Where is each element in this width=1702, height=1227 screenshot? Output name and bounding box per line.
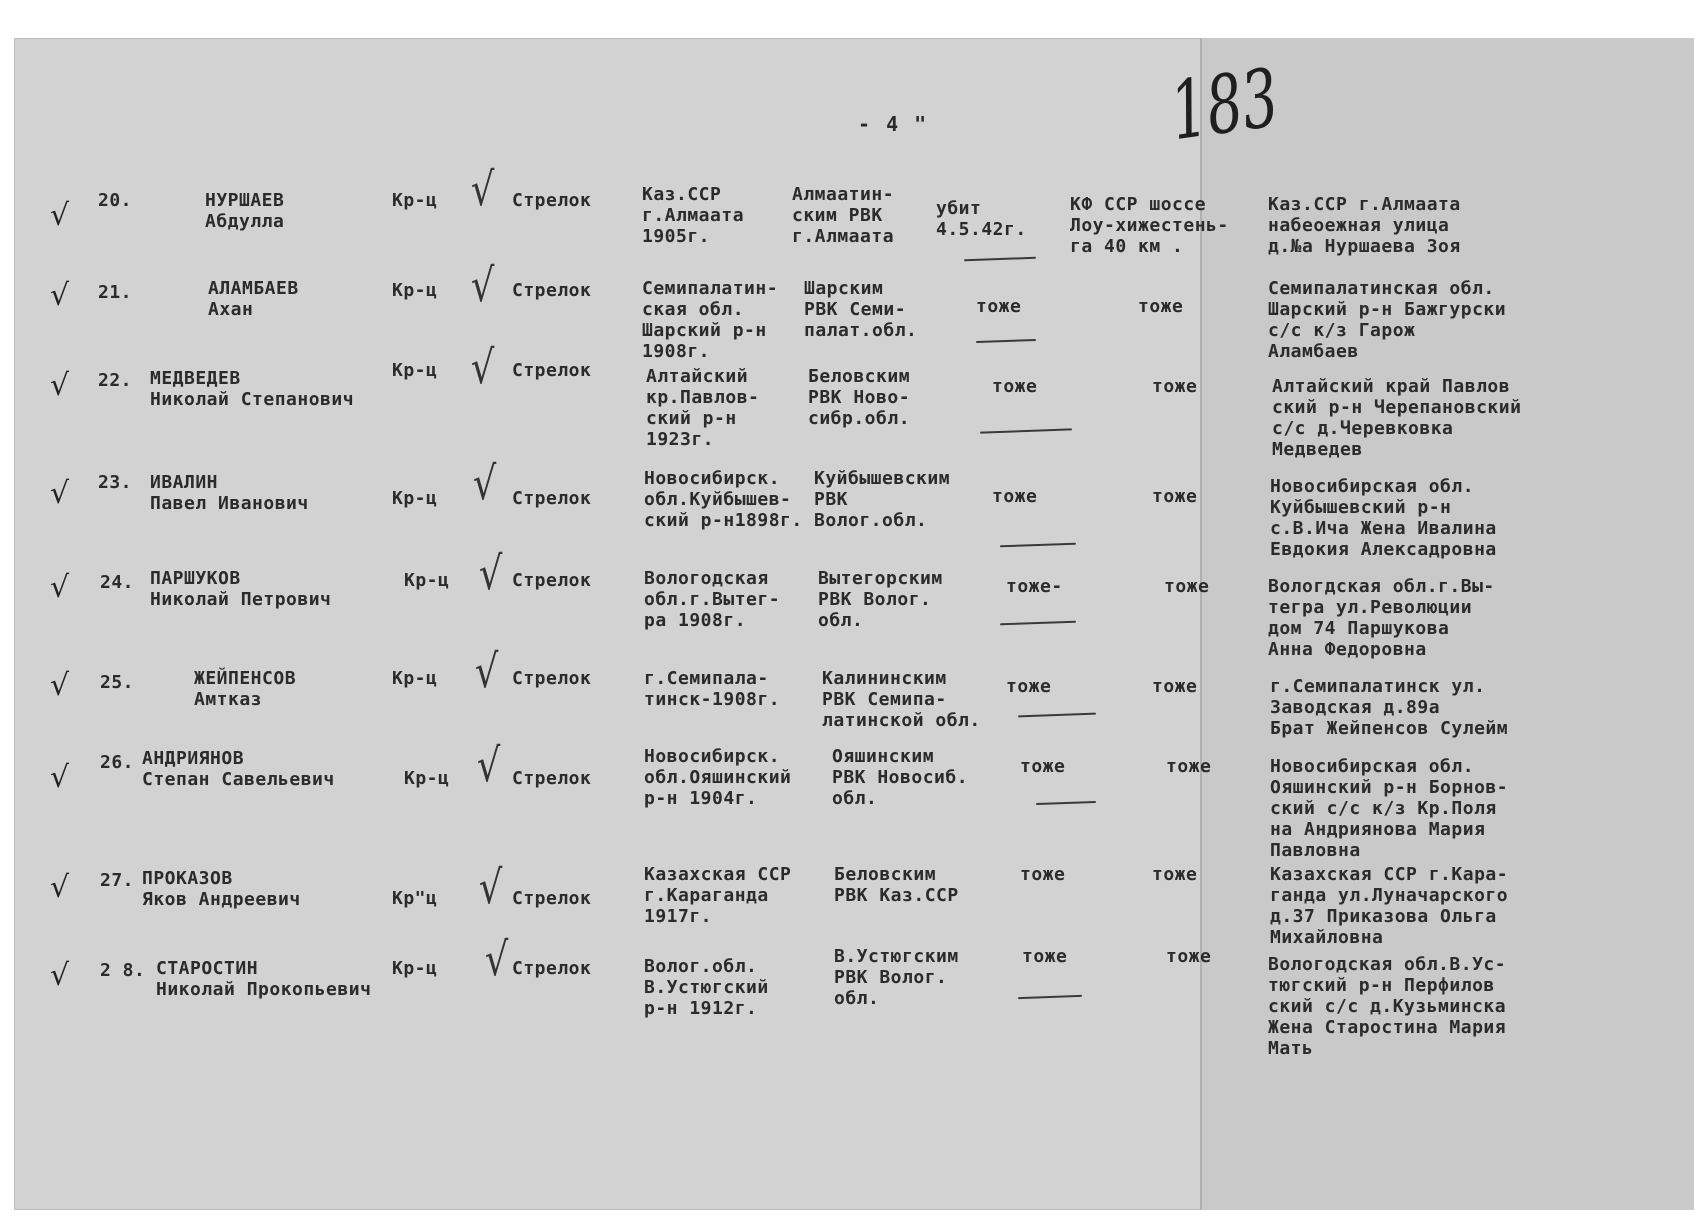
position: Стрелок	[512, 570, 592, 591]
birth-info: Алтайский кр.Павлов- ский р-н 1923г.	[646, 366, 760, 450]
entry-number: 23.	[98, 472, 133, 493]
birth-info: Новосибирск. обл.Ояшинский р-н 1904г.	[644, 746, 792, 809]
handwritten-check-mark: √	[50, 476, 70, 511]
check-mark: √	[470, 162, 495, 216]
rank: Кр-ц	[392, 190, 438, 211]
soldier-name: СТАРОСТИН Николай Прокопьевич	[156, 958, 372, 1000]
check-mark: √	[470, 258, 495, 312]
burial-place: тоже	[1152, 376, 1198, 397]
fate: убит 4.5.42г.	[936, 198, 1027, 240]
entry-number: 20.	[98, 190, 133, 211]
birth-info: Казахская ССР г.Караганда 1917г.	[644, 864, 792, 927]
recruitment-office: Вытегорским РВК Волог. обл.	[818, 568, 943, 631]
rank: Кр-ц	[392, 280, 438, 301]
recruitment-office: Беловским РВК Каз.ССР	[834, 864, 959, 906]
fate: тоже	[1022, 946, 1068, 967]
check-mark: √	[478, 546, 503, 600]
handwritten-check-mark: √	[50, 760, 70, 795]
rank: Кр-ц	[392, 360, 438, 381]
birth-info: г.Семипала- тинск-1908г.	[644, 668, 781, 710]
burial-place: тоже	[1152, 864, 1198, 885]
entry-number: 24.	[100, 572, 135, 593]
relative-address: Новосибирская обл. Ояшинский р-н Борнов- ский с/с к/з Кр.Поля на Андриянова Мария Павловна	[1270, 756, 1509, 861]
burial-place: КФ ССР шоссе Лоу-хижестень- га 40 км .	[1070, 194, 1229, 257]
soldier-name: ПРОКАЗОВ Яков Андреевич	[142, 868, 301, 910]
entry-number: 26.	[100, 752, 135, 773]
soldier-name: ЖЕЙПЕНСОВ Амтказ	[194, 668, 297, 710]
birth-info: Вологодская обл.г.Вытег- ра 1908г.	[644, 568, 781, 631]
entry-number: 22.	[98, 370, 133, 391]
soldier-name: АНДРИЯНОВ Степан Савельевич	[142, 748, 335, 790]
recruitment-office: Алмаатин- ским РВК г.Алмаата	[792, 184, 895, 247]
fate: тоже	[1020, 756, 1066, 777]
burial-place: тоже	[1152, 486, 1198, 507]
soldier-name: АЛАМБАЕВ Ахан	[208, 278, 299, 320]
birth-info: Волог.обл. В.Устюгский р-н 1912г.	[644, 956, 769, 1019]
recruitment-office: Беловским РВК Ново- сибр.обл.	[808, 366, 911, 429]
position: Стрелок	[512, 280, 592, 301]
soldier-name: МЕДВЕДЕВ Николай Степанович	[150, 368, 355, 410]
position: Стрелок	[512, 888, 592, 909]
position: Стрелок	[512, 190, 592, 211]
check-mark: √	[470, 340, 495, 394]
page-number: - 4 "	[858, 112, 929, 136]
entry-number: 25.	[100, 672, 135, 693]
relative-address: г.Семипалатинск ул. Заводская д.89а Брат Жейпенсов Сулейм	[1270, 676, 1509, 739]
check-mark: √	[474, 644, 499, 698]
rank: Кр-ц	[404, 570, 450, 591]
handwritten-check-mark: √	[50, 368, 70, 403]
soldier-name: ИВАЛИН Павел Иванович	[150, 472, 309, 514]
handwritten-check-mark: √	[50, 278, 70, 313]
birth-info: Новосибирск. обл.Куйбышев- ский р-н1898г.	[644, 468, 803, 531]
fate: тоже	[976, 296, 1022, 317]
fate: тоже	[992, 486, 1038, 507]
handwritten-check-mark: √	[50, 570, 70, 605]
burial-place: тоже	[1166, 946, 1212, 967]
recruitment-office: Ояшинским РВК Новосиб. обл.	[832, 746, 969, 809]
entry-number: 21.	[98, 282, 133, 303]
rank: Кр-ц	[392, 958, 438, 979]
burial-place: тоже	[1166, 756, 1212, 777]
birth-info: Семипалатин- ская обл. Шарский р-н 1908г.	[642, 278, 779, 362]
relative-address: Вологдская обл.г.Вы- тегра ул.Революции дом 74 Паршукова Анна Федоровна	[1268, 576, 1495, 660]
check-mark: √	[484, 932, 509, 986]
check-mark: √	[478, 860, 503, 914]
burial-place: тоже	[1164, 576, 1210, 597]
rank: Кр-ц	[404, 768, 450, 789]
recruitment-office: Шарским РВК Семи- палат.обл.	[804, 278, 918, 341]
rank: Кр-ц	[392, 488, 438, 509]
recruitment-office: В.Устюгским РВК Волог. обл.	[834, 946, 959, 1009]
position: Стрелок	[512, 360, 592, 381]
fate: тоже-	[1006, 576, 1063, 597]
handwritten-check-mark: √	[50, 870, 70, 905]
soldier-name: НУРШАЕВ Абдулла	[205, 190, 285, 232]
rank: Кр-ц	[392, 668, 438, 689]
entry-number: 2 8.	[100, 960, 146, 981]
handwritten-check-mark: √	[50, 198, 70, 233]
position: Стрелок	[512, 958, 592, 979]
soldier-name: ПАРШУКОВ Николай Петрович	[150, 568, 332, 610]
birth-info: Каз.ССР г.Алмаата 1905г.	[642, 184, 745, 247]
rank: Кр"ц	[392, 888, 438, 909]
fate: тоже	[992, 376, 1038, 397]
check-mark: √	[472, 456, 497, 510]
entry-number: 27.	[100, 870, 135, 891]
handwritten-check-mark: √	[50, 668, 70, 703]
relative-address: Новосибирская обл. Куйбышевский р-н с.В.Ича Жена Ивалина Евдокия Алексадровна	[1270, 476, 1497, 560]
relative-address: Алтайский край Павлов ский р-н Черепановский с/с д.Черевковка Медведев	[1272, 376, 1522, 460]
burial-place: тоже	[1152, 676, 1198, 697]
check-mark: √	[476, 738, 501, 792]
relative-address: Семипалатинская обл. Шарский р-н Бажгурски с/с к/з Гарож Аламбаев	[1268, 278, 1507, 362]
position: Стрелок	[512, 488, 592, 509]
relative-address: Каз.ССР г.Алмаата набеоежная улица д.№а Нуршаева Зоя	[1268, 194, 1461, 257]
position: Стрелок	[512, 668, 592, 689]
fate: тоже	[1020, 864, 1066, 885]
burial-place: тоже	[1138, 296, 1184, 317]
relative-address: Вологодская обл.В.Ус- тюгский р-н Перфилов ский с/с д.Кузьминска Жена Старостина Мария Мать	[1268, 954, 1507, 1059]
recruitment-office: Калининским РВК Семипа- латинской обл.	[822, 668, 981, 731]
relative-address: Казахская ССР г.Кара- ганда ул.Луначарского д.37 Приказова Ольга Михайловна	[1270, 864, 1509, 948]
recruitment-office: Куйбышевским РВК Волог.обл.	[814, 468, 951, 531]
position: Стрелок	[512, 768, 592, 789]
archive-page-number: 183	[1165, 51, 1284, 159]
fate: тоже	[1006, 676, 1052, 697]
handwritten-check-mark: √	[50, 958, 70, 993]
